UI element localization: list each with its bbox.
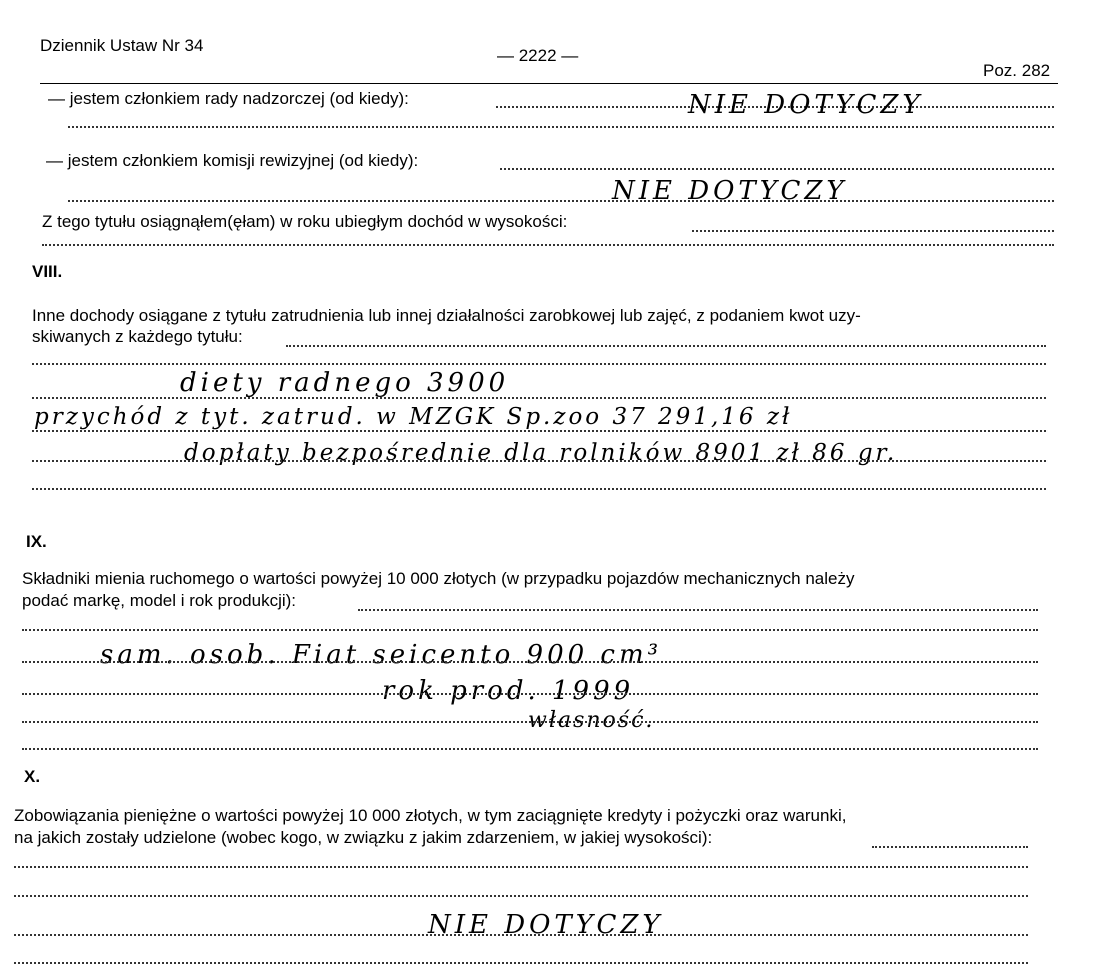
supervisory-board-label: — jestem członkiem rady nadzorczej (od kiedy): [48,89,409,108]
dotted-line [14,934,1028,936]
section-ix-text-1: Składniki mienia ruchomego o wartości powyżej 10 000 złotych (w przypadku pojazdów mechanicznych należy [22,569,855,588]
section-x-text-1: Zobowiązania pieniężne o wartości powyżej 10 000 złotych, w tym zaciągnięte kredyty i pożyczki oraz warunki, [14,806,847,825]
income-label: Z tego tytułu osiągnąłem(ęłam) w roku ubiegłym dochód w wysokości: [42,212,568,231]
handwritten-diety: diety radnego 3900 [180,368,510,398]
dotted-line [32,363,1046,365]
section-viii-text-1: Inne dochody osiągane z tytułu zatrudnienia lub innej działalności zarobkowej lub zajęć, z podaniem kwot uzy- [32,306,861,325]
dotted-line [22,721,1038,723]
dotted-line [14,895,1028,897]
section-x-title: X. [24,767,41,786]
dotted-line [68,200,1054,202]
audit-committee-answer: NIE DOTYCZY [612,176,848,206]
section-ix-title: IX. [26,532,47,551]
section-viii-text-2: skiwanych z każdego tytułu: [32,327,243,346]
page-number: — 2222 — [497,46,579,65]
handwritten-subsidies: dopłaty bezpośrednie dla rolników 8901 zł 86 gr. [184,440,898,466]
dotted-line [500,168,1054,170]
dotted-line [22,629,1038,631]
handwritten-vehicle: sam. osob. Fiat seicento 900 cm³ [100,640,663,670]
dotted-line [872,846,1028,848]
dotted-line [692,230,1054,232]
dotted-line [14,962,1028,964]
header-rule [40,83,1058,84]
handwritten-employment-income: przychód z tyt. zatrud. w MZGK Sp.zoo 37 291,16 zł [34,404,793,430]
dotted-line [358,609,1038,611]
dotted-line [22,661,1038,663]
supervisory-board-answer: NIE DOTYCZY [688,90,924,120]
dotted-line [32,397,1046,399]
section-x-text-2: na jakich zostały udzielone (wobec kogo, w związku z jakim zdarzeniem, w jakiej wysokości): [14,828,713,847]
position-number: Poz. 282 [983,61,1051,80]
dotted-line [286,345,1046,347]
section-ix-text-2: podać markę, model i rok produkcji): [22,591,297,610]
audit-committee-label: — jestem członkiem komisji rewizyjnej (od kiedy): [46,151,419,170]
dotted-line [22,748,1038,750]
dotted-line [42,244,1054,246]
dotted-line [68,126,1054,128]
handwritten-production-year: rok prod. 1999 [382,676,635,706]
dotted-line [14,866,1028,868]
handwritten-ownership: własność. [528,708,655,733]
journal-title: Dziennik Ustaw Nr 34 [40,36,204,55]
dotted-line [32,460,1046,462]
dotted-line [32,488,1046,490]
dotted-line [22,693,1038,695]
handwritten-liabilities-answer: NIE DOTYCZY [428,910,664,940]
dotted-line [32,430,1046,432]
section-viii-title: VIII. [32,262,63,281]
